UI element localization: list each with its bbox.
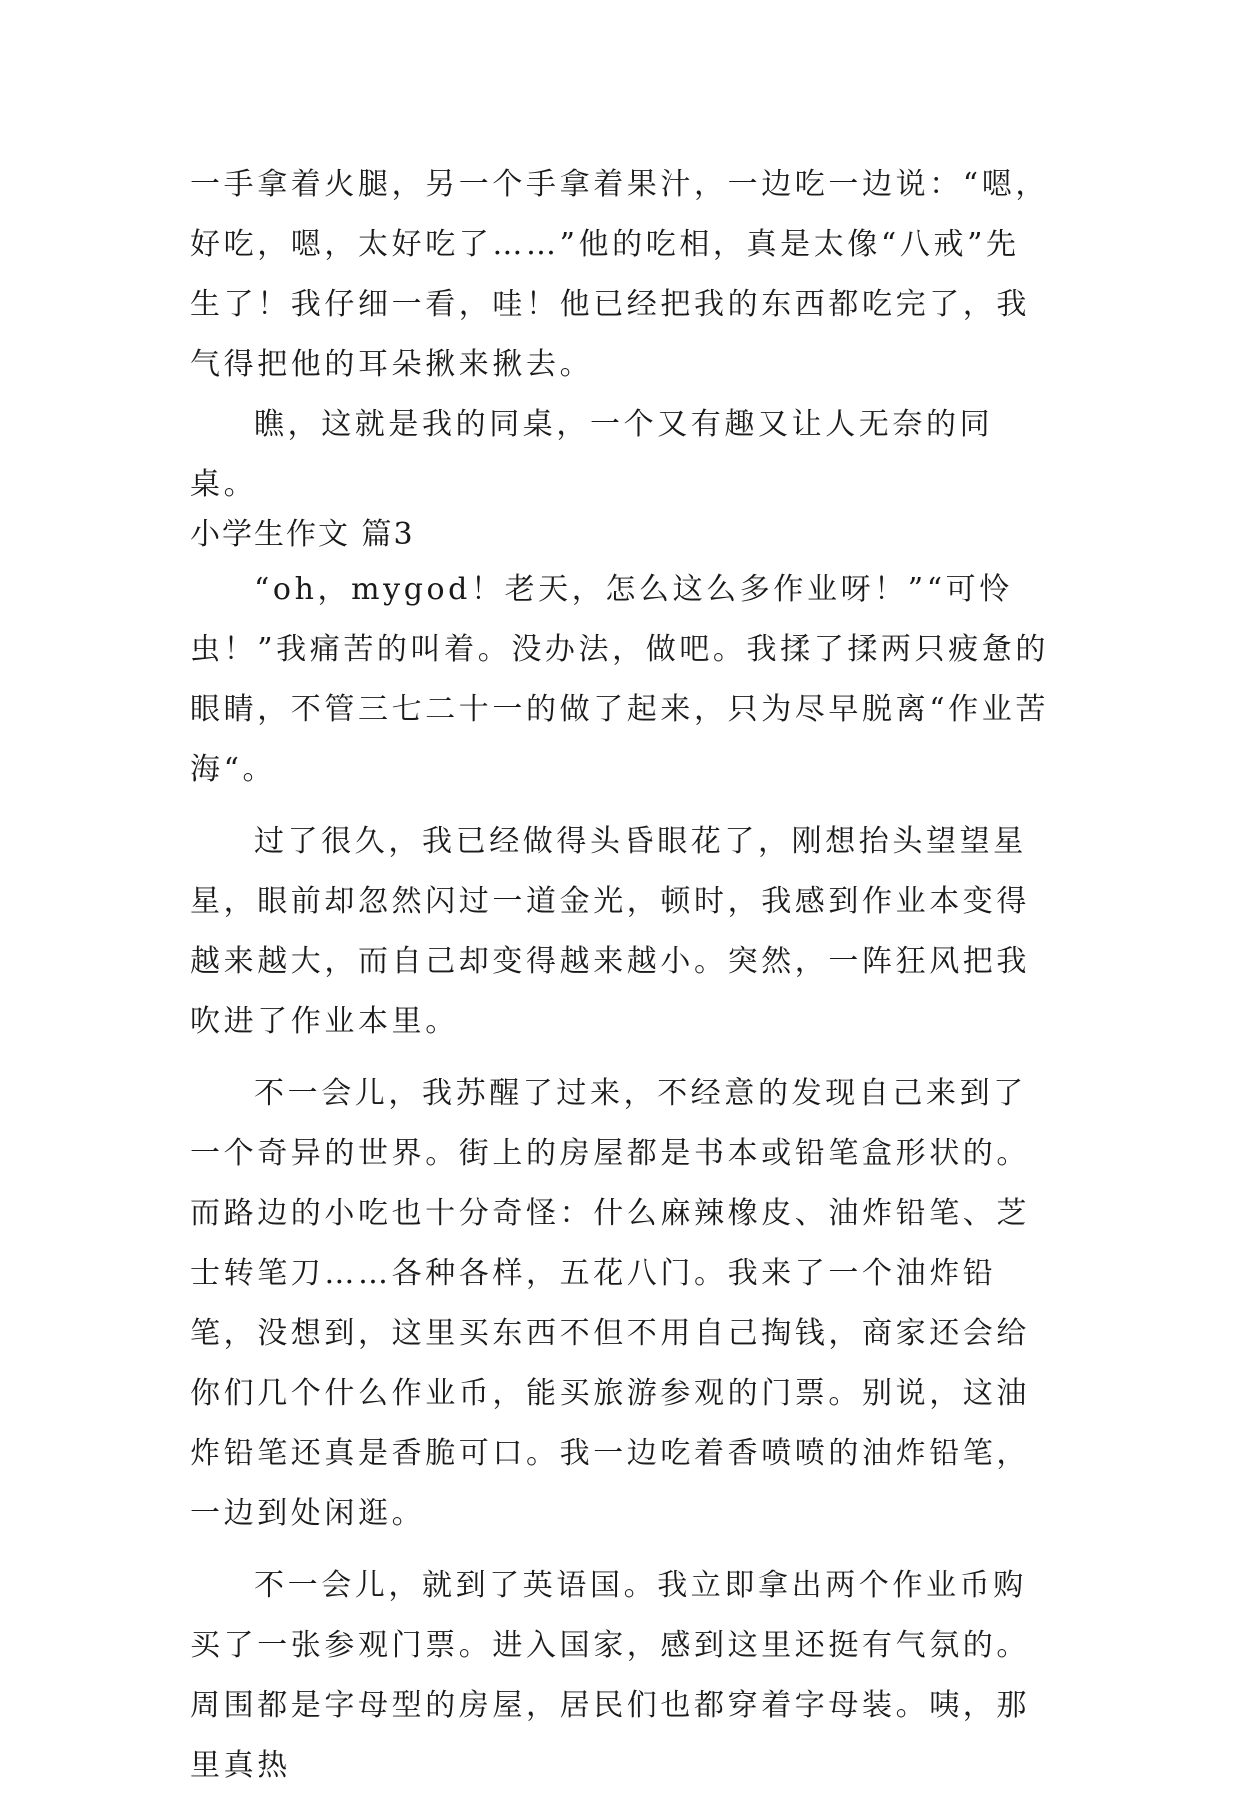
paragraph: 过了很久，我已经做得头昏眼花了，刚想抬头望望星星，眼前却忽然闪过一道金光，顿时，我感到作业本变得越来越大，而自己却变得越来越小。突然，一阵狂风把我吹进了作业本里。: [190, 824, 1030, 1039]
essay-title: 小学生作文 篇3: [190, 517, 415, 552]
paragraph: 不一会儿，我苏醒了过来，不经意的发现自己来到了一个奇异的世界。街上的房屋都是书本或铅笔盒形状的。而路边的小吃也十分奇怪：什么麻辣橡皮、油炸铅笔、芝士转笔刀……各种各样，五花八门。我来了一个油炸铅笔，没想到，这里买东西不但不用自己掏钱，商家还会给你们几个什么作业币，能买旅游参观的门票。别说，这油炸铅笔还真是香脆可口。我一边吃着香喷喷的油炸铅笔，一边到处闲逛。: [190, 1076, 1030, 1531]
closing-paragraph: 瞧，这就是我的同桌，一个又有趣又让人无奈的同桌。: [190, 407, 994, 502]
essay-body: [190, 560, 1050, 1808]
previous-essay-ending: [190, 155, 1050, 515]
paragraph: 不一会儿，就到了英语国。我立即拿出两个作业币购买了一张参观门票。进入国家，感到这里还挺有气氛的。周围都是字母型的房屋，居民们也都穿着字母装。咦，那里真热: [190, 1568, 1030, 1783]
paragraph: 一手拿着火腿，另一个手拿着果汁，一边吃一边说：“嗯，好吃，嗯，太好吃了……”他的吃相，真是太像“八戒”先生了！我仔细一看，哇！他已经把我的东西都吃完了，我气得把他的耳朵揪来揪去。: [190, 167, 1049, 382]
paragraph: “oh，mygod！老天，怎么这么多作业呀！”“可怜虫！”我痛苦的叫着。没办法，做吧。我揉了揉两只疲惫的眼睛，不管三七二十一的做了起来，只为尽早脱离“作业苦海“。: [190, 572, 1049, 787]
